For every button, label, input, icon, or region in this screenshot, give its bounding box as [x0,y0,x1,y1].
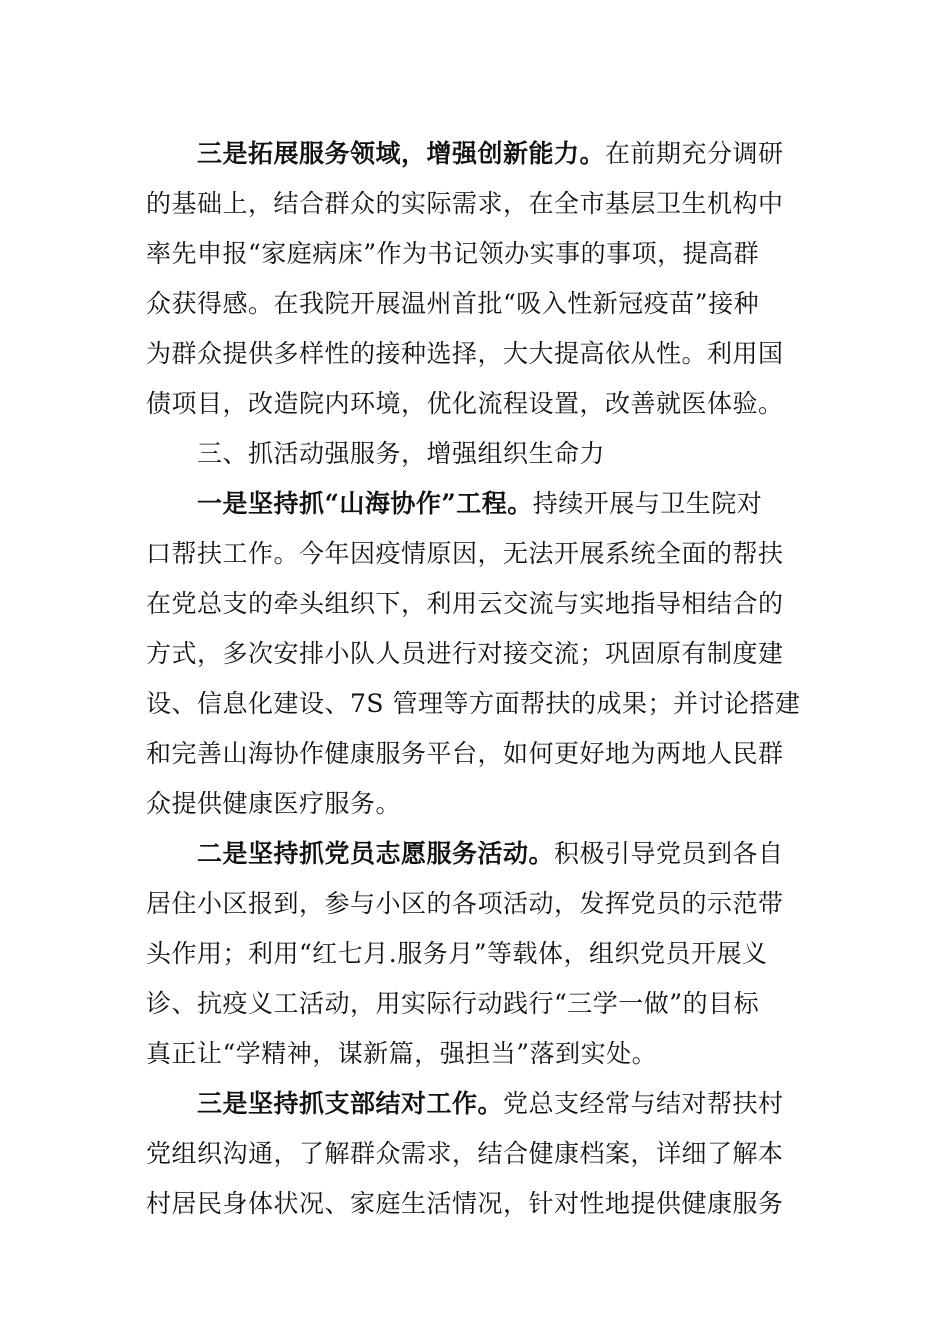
paragraph-line [146,784,811,824]
paragraph-line [146,1134,811,1174]
paragraph-line [146,584,811,624]
paragraph-text: 诊、抗疫义工活动，用实际行动践行“三学一做”的目标 [146,989,760,1018]
paragraph-text: 设、信息化建设、7S 管理等方面帮扶的成果；并讨论搭建 [146,689,801,718]
paragraph-line [197,1084,811,1124]
paragraph-text: 在前期充分调研 [605,139,784,168]
section-heading-text: 三、抓活动强服务，增强组织生命力 [197,439,606,468]
paragraph-text: 为群众提供多样性的接种选择，大大提高依从性。利用国 [146,339,784,368]
paragraph-text: 党组织沟通，了解群众需求，结合健康档案，详细了解本 [146,1139,784,1168]
paragraph-line [146,234,811,274]
paragraph-text: 积极引导党员到各自 [554,839,784,868]
paragraph-line [146,684,811,724]
paragraph-line [146,534,811,574]
paragraph-text: 众提供健康医疗服务。 [146,789,402,818]
paragraph-line [146,1184,811,1224]
paragraph-lead: 二是坚持抓党员志愿服务活动。 [197,839,555,868]
paragraph-text: 持续开展与卫生院对 [532,489,763,518]
paragraph-line [146,1034,811,1074]
paragraph-line [146,184,811,224]
paragraph-line [146,284,811,324]
paragraph-text: 在党总支的牵头组织下，利用云交流与实地指导相结合的 [146,589,784,618]
paragraph-line [197,134,811,174]
paragraph-line [146,734,811,774]
paragraph-text: 和完善山海协作健康服务平台，如何更好地为两地人民群 [146,739,784,768]
paragraph-text: 居住小区报到，参与小区的各项活动，发挥党员的示范带 [146,889,784,918]
paragraph-text: 真正让“学精神，谋新篇，强担当”落到实处。 [146,1039,658,1068]
paragraph-line [146,334,811,374]
paragraph-text: 口帮扶工作。今年因疫情原因，无法开展系统全面的帮扶 [146,539,784,568]
paragraph-line [146,384,811,424]
paragraph-lead: 一是坚持抓“山海协作”工程。 [197,489,533,518]
paragraph-text: 率先申报“家庭病床”作为书记领办实事的事项，提高群 [146,239,760,268]
paragraph-line [146,634,811,674]
paragraph-text: 众获得感。在我院开展温州首批“吸入性新冠疫苗”接种 [146,289,760,318]
paragraph-text: 方式，多次安排小队人员进行对接交流；巩固原有制度建 [146,639,784,668]
paragraph-text: 头作用；利用“红七月.服务月”等载体，组织党员开展义 [146,939,768,968]
paragraph-text: 党总支经常与结对帮扶村 [503,1089,784,1118]
section-heading [197,434,811,474]
paragraph-text: 的基础上，结合群众的实际需求，在全市基层卫生机构中 [146,189,784,218]
paragraph-line [146,984,811,1024]
paragraph-line [146,884,811,924]
paragraph-text: 村居民身体状况、家庭生活情况，针对性地提供健康服务 [146,1189,784,1218]
paragraph-lead: 三是坚持抓支部结对工作。 [197,1089,504,1118]
paragraph-line [197,484,811,524]
paragraph-line [146,934,811,974]
paragraph-line [197,834,811,874]
paragraph-lead: 三是拓展服务领域，增强创新能力。 [197,139,606,168]
paragraph-text: 债项目，改造院内环境，优化流程设置，改善就医体验。 [146,389,784,418]
